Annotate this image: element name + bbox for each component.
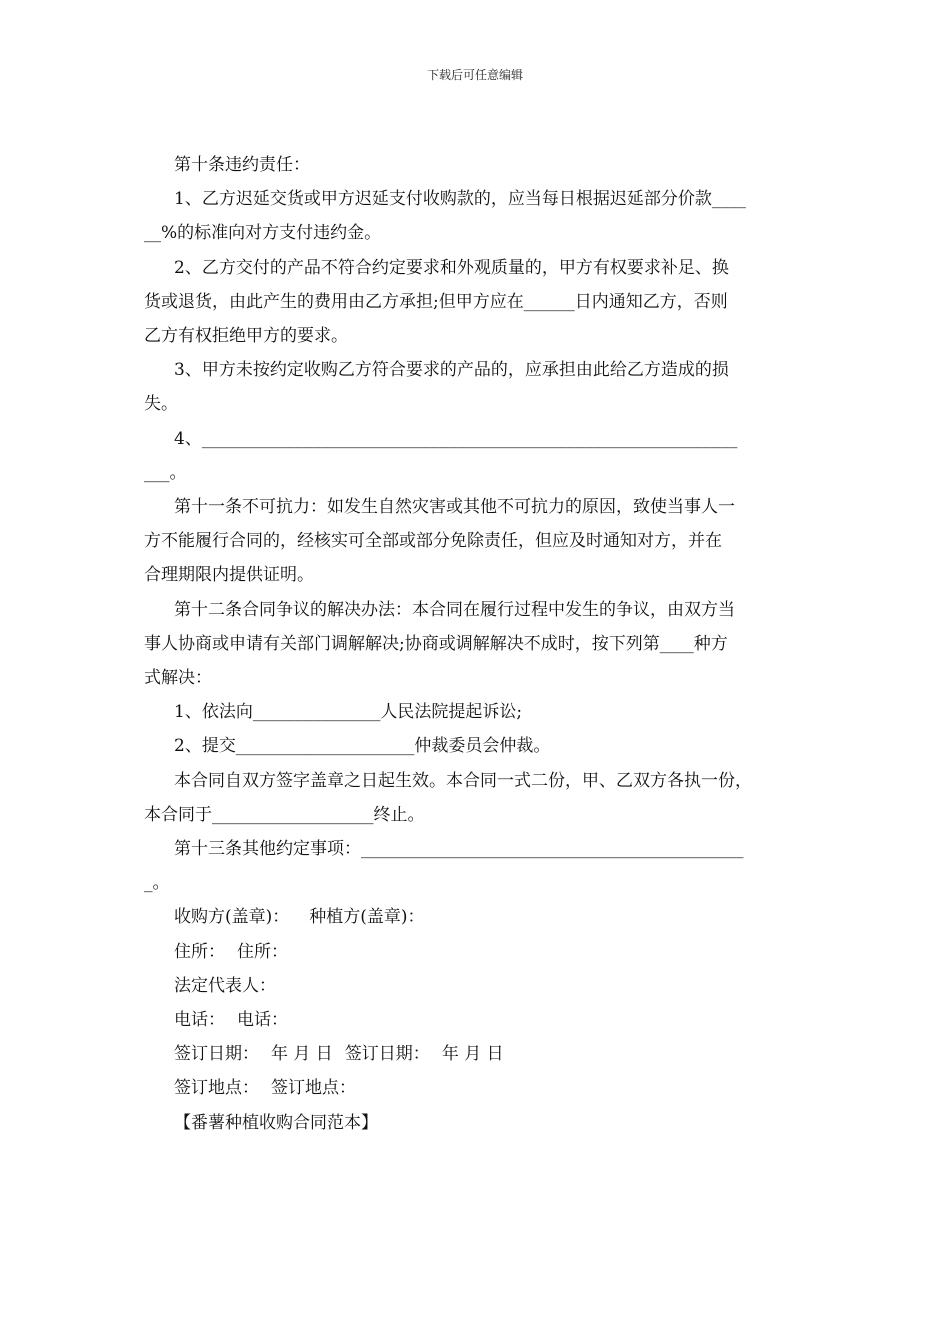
- grower-seal-label: 种植方(盖章)：: [309, 907, 425, 928]
- clause-11-cont: 方不能履行合同的，经核实可全部或部分免除责任，但应及时通知对方，并在: [144, 531, 722, 552]
- contract-body: [144, 148, 814, 1140]
- clause-11: 第十一条不可抗力：如发生自然灾害或其他不可抗力的原因，致使当事人一: [174, 497, 735, 518]
- grower-address-label: 住所：: [237, 941, 288, 962]
- clause-10-title: 第十条违约责任：: [174, 155, 310, 175]
- clause-12-cont2: 式解决：: [144, 668, 212, 689]
- buyer-phone-label: 电话：: [174, 1010, 225, 1031]
- buyer-seal-label: 收购方(盖章)：: [174, 907, 290, 928]
- grower-phone-label: 电话：: [237, 1010, 288, 1031]
- clause-10-item-2-cont2: 乙方有权拒绝甲方的要求。: [144, 326, 348, 347]
- clause-10-item-4: 4、_______________________________________________________________: [174, 428, 738, 449]
- clause-10-item-4-cont: ___。: [144, 462, 187, 483]
- effective-clause: 本合同自双方签字盖章之日起生效。本合同一式二份，甲、乙双方各执一份，: [174, 770, 752, 791]
- effective-clause-cont: 本合同于___________________终止。: [144, 804, 425, 825]
- signature-phone: [144, 1003, 814, 1037]
- clause-10-item-2: 2、乙方交付的产品不符合约定要求和外观质量的，甲方有权要求补足、换: [174, 257, 729, 278]
- buyer-address-label: 住所：: [174, 941, 225, 962]
- grower-date-label: 签订日期：: [344, 1044, 430, 1065]
- signature-date: [144, 1037, 814, 1071]
- clause-12-cont: 事人协商或申请有关部门调解解决;协商或调解解决不成时，按下列第____种方: [144, 633, 728, 654]
- signature-place: [144, 1071, 814, 1105]
- buyer-date-ymd: 年 月 日: [271, 1044, 333, 1065]
- legal-rep-label: 法定代表人：: [174, 975, 276, 996]
- footer-title: 【番薯种植收购合同范本】: [174, 1112, 378, 1133]
- clause-10-item-2-cont: 货或退货，由此产生的费用由乙方承担;但甲方应在______日内通知乙方，否则: [144, 291, 728, 312]
- clause-11-cont2: 合理期限内提供证明。: [144, 565, 314, 586]
- grower-date-ymd: 年 月 日: [441, 1044, 504, 1065]
- buyer-date-label: 签订日期：: [174, 1044, 259, 1065]
- clause-10-item-3: 3、甲方未按约定收购乙方符合要求的产品的，应承担由此给乙方造成的损: [174, 360, 729, 381]
- signature-address: [144, 935, 814, 969]
- signature-parties: [144, 900, 814, 934]
- clause-10-item-3-cont: 失。: [144, 394, 178, 415]
- grower-place-label: 签订地点：: [271, 1078, 356, 1099]
- clause-10-item-1: 1、乙方迟延交货或甲方迟延支付收购款的，应当每日根据迟延部分价款____: [174, 189, 746, 210]
- clause-10-item-1-cont: __%的标准向对方支付违约金。: [144, 223, 382, 244]
- clause-12-option-2: 2、提交_____________________仲裁委员会仲裁。: [174, 736, 551, 757]
- clause-13-cont: _。: [144, 873, 170, 894]
- buyer-place-label: 签订地点：: [174, 1078, 259, 1099]
- clause-12: 第十二条合同争议的解决办法：本合同在履行过程中发生的争议，由双方当: [174, 599, 735, 620]
- clause-12-option-1: 1、依法向_______________人民法院提起诉讼;: [174, 702, 523, 723]
- clause-13: 第十三条其他约定事项：_____________________________________________: [174, 839, 744, 860]
- page-header: 下载后可任意编辑: [426, 68, 523, 82]
